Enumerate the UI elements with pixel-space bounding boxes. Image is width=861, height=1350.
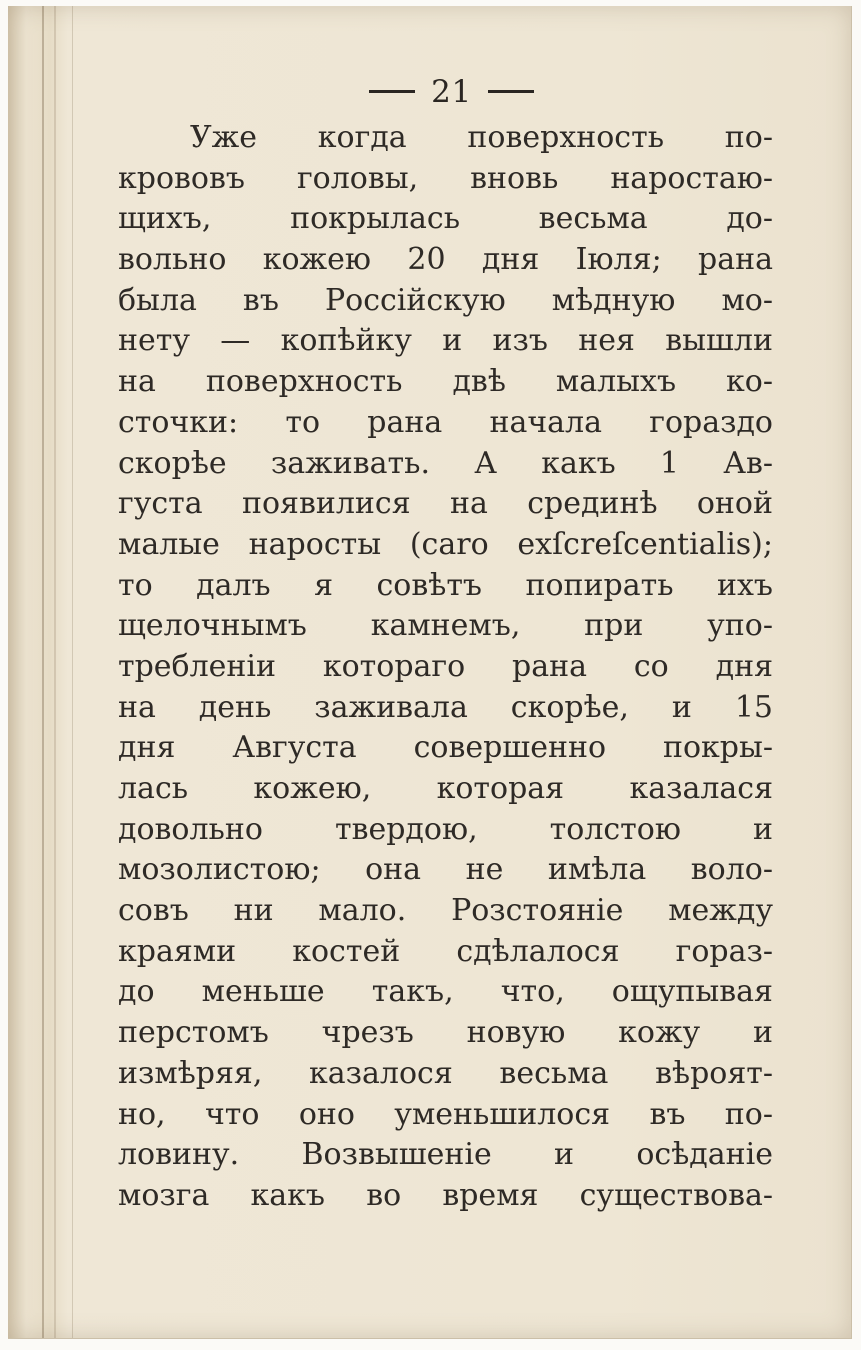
text-line: Уже когда поверхность по- bbox=[190, 120, 773, 155]
binding-fold-shadow bbox=[42, 6, 44, 1338]
header-dash-right bbox=[488, 90, 534, 93]
text-line: краями костей сдѣлалося гораз- bbox=[118, 933, 773, 969]
text-line: вольно кожею 20 дня Іюля; рана bbox=[118, 242, 773, 278]
text-line: перстомъ чрезъ новую кожу и bbox=[118, 1015, 773, 1051]
text-line: требленіи котораго рана со дня bbox=[118, 648, 773, 684]
text-line: мозолистою; она не имѣла воло- bbox=[118, 852, 773, 888]
text-line: была въ Россійскую мѣдную мо- bbox=[118, 282, 773, 318]
text-line: совъ ни мало. Розстояніе между bbox=[118, 893, 773, 929]
body-text bbox=[118, 118, 773, 1217]
text-line: то далъ я совѣтъ попирать ихъ bbox=[118, 567, 773, 603]
text-line: сточки: то рана начала гораздо bbox=[118, 404, 773, 440]
text-line: дня Августа совершенно покры- bbox=[118, 730, 773, 766]
text-line: щелочнымъ камнемъ, при упо- bbox=[118, 608, 773, 644]
text-line: на поверхность двѣ малыхъ ко- bbox=[118, 364, 773, 400]
text-line: до меньше такъ, что, ощупывая bbox=[118, 974, 773, 1010]
text-line: лась кожею, которая казалася bbox=[118, 771, 773, 806]
text-line: скорѣе заживать. А какъ 1 Ав- bbox=[118, 445, 773, 481]
text-line: малые наросты (caro exſcreſcentialis); bbox=[118, 526, 773, 562]
text-line: ловину. Возвышеніе и осѣданіе bbox=[118, 1137, 773, 1173]
binding-fold-edge bbox=[54, 6, 56, 1338]
page-header bbox=[0, 72, 861, 110]
header-dash-left bbox=[369, 90, 415, 93]
text-line: но, что оно уменьшилося въ по- bbox=[118, 1096, 773, 1132]
text-line: на день заживала скорѣе, и 15 bbox=[118, 689, 773, 725]
text-line: нету — копѣйку и изъ нея вышли bbox=[118, 323, 773, 359]
binding-fold-crease bbox=[72, 6, 73, 1338]
text-line: мозга какъ во время существова- bbox=[118, 1177, 773, 1213]
text-line: крововъ головы, вновь наростаю- bbox=[118, 160, 773, 196]
text-line: щихъ, покрылась весьма до- bbox=[118, 201, 773, 237]
text-line: довольно твердою, толстою и bbox=[118, 811, 773, 847]
text-line: измѣряя, казалося весьма вѣроят- bbox=[118, 1055, 773, 1091]
text-line: густа появилися на срединѣ оной bbox=[118, 486, 773, 522]
page-number: 21 bbox=[431, 73, 472, 110]
